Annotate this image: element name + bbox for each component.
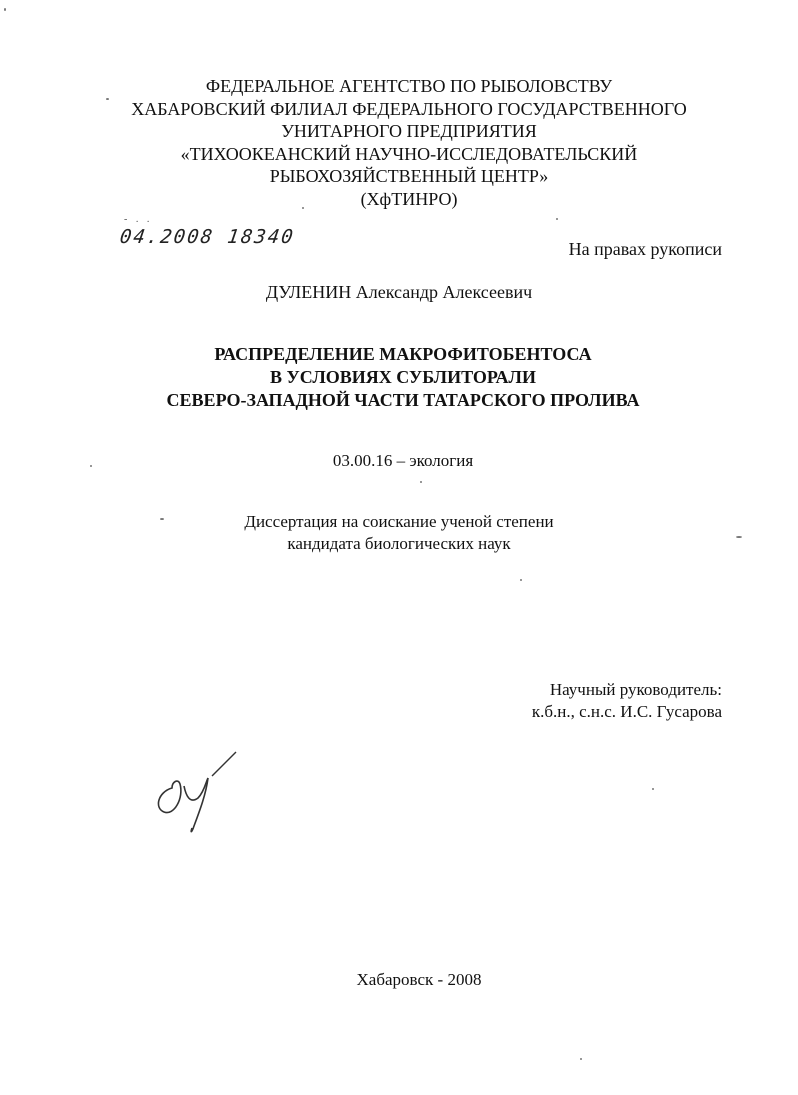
city-year: Хабаровск - 2008 <box>356 970 482 989</box>
org-line-3: УНИТАРНОГО ПРЕДПРИЯТИЯ <box>281 121 537 141</box>
org-line-2: ХАБАРОВСКИЙ ФИЛИАЛ ФЕДЕРАЛЬНОГО ГОСУДАРСТВЕННОГО <box>131 98 687 119</box>
org-line-5: РЫБОХОЗЯЙСТВЕННЫЙ ЦЕНТР» <box>269 166 549 186</box>
dissertation-title <box>4 343 798 412</box>
scan-speck <box>302 207 304 209</box>
org-line-6: (ХфТИНРО) <box>360 188 458 209</box>
title-line-3: СЕВЕРО-ЗАПАДНОЙ ЧАСТИ ТАТАРСКОГО ПРОЛИВА <box>166 390 640 410</box>
scan-speck <box>736 536 742 538</box>
specialty-code: 03.00.16 – экология <box>332 451 474 470</box>
scan-speck <box>4 8 6 11</box>
scan-speck <box>106 98 109 100</box>
advisor-name: к.б.н., с.н.с. И.С. Гусарова <box>531 702 722 721</box>
stamp-marks: - . . <box>124 214 153 225</box>
rights-note: На правах рукописи <box>568 239 722 259</box>
degree-statement <box>0 511 798 555</box>
scientific-advisor <box>532 679 722 723</box>
scan-speck <box>90 465 92 467</box>
scan-speck <box>556 218 558 220</box>
author-name: ДУЛЕНИН Александр Алексеевич <box>265 282 533 302</box>
title-line-2: В УСЛОВИЯХ СУБЛИТОРАЛИ <box>270 367 536 387</box>
advisor-label: Научный руководитель: <box>549 680 722 699</box>
degree-line-1: Диссертация на соискание ученой степени <box>244 512 554 531</box>
title-line-1: РАСПРЕДЕЛЕНИЕ МАКРОФИТОБЕНТОСА <box>214 344 592 364</box>
scan-speck <box>420 481 422 483</box>
scan-speck <box>580 1058 582 1060</box>
organization-header <box>10 75 798 210</box>
scan-speck <box>652 788 654 790</box>
degree-line-2: кандидата биологических наук <box>287 534 511 553</box>
org-line-1: ФЕДЕРАЛЬНОЕ АГЕНТСТВО ПО РЫБОЛОВСТВУ <box>205 76 613 96</box>
org-line-4: «ТИХООКЕАНСКИЙ НАУЧНО-ИССЛЕДОВАТЕЛЬСКИЙ <box>180 143 638 164</box>
scan-speck <box>160 518 164 520</box>
handwritten-signature <box>150 748 250 838</box>
scan-speck <box>520 579 522 581</box>
registration-stamp: 04.2008 18340 <box>118 226 297 248</box>
